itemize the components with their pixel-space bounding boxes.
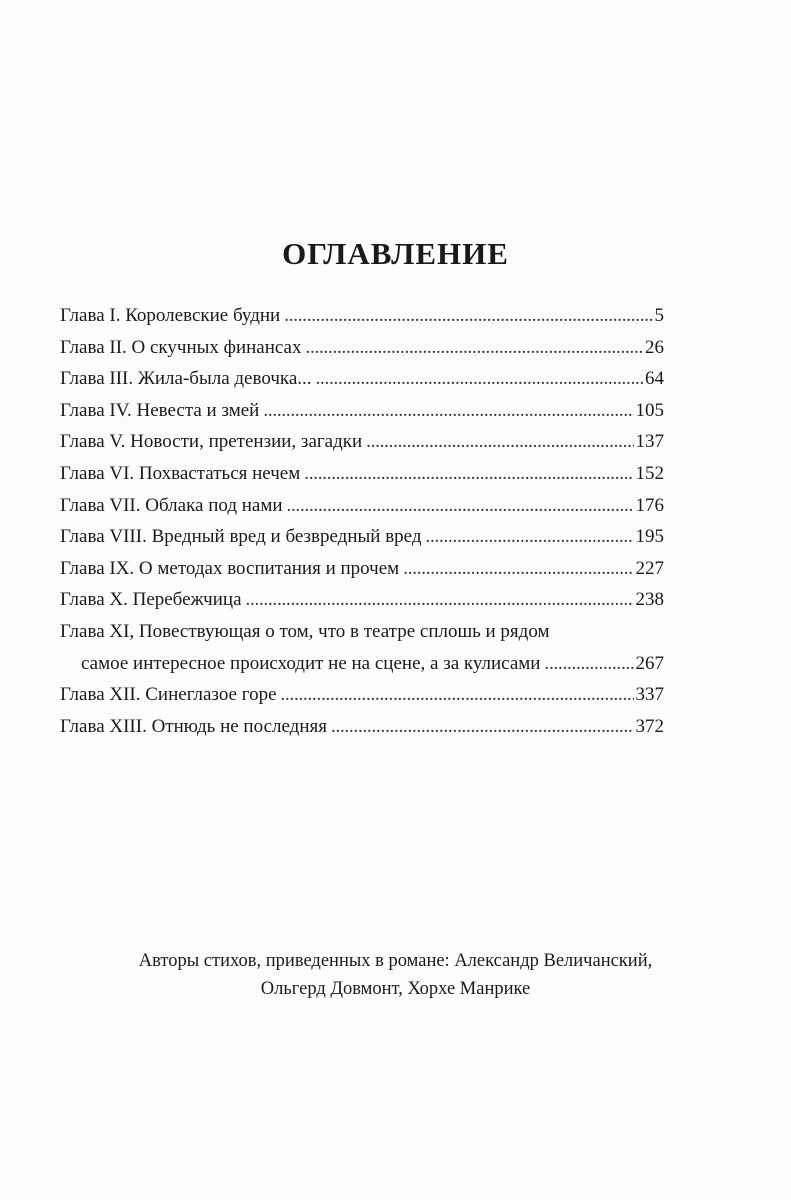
toc-leader-dots <box>263 395 633 427</box>
toc-entry-5 <box>60 426 664 458</box>
toc-entry-title: Глава XI, Повествующая о том, что в театре сплошь и рядом <box>60 620 550 642</box>
toc-entry-title: Глава I. Королевские будни <box>60 305 281 326</box>
toc-leader-dots <box>366 426 633 458</box>
toc-entry-9 <box>60 553 664 585</box>
toc-page-number: 5 <box>654 305 664 326</box>
toc-page-number: 238 <box>635 589 664 611</box>
toc-leader-dots <box>305 332 643 364</box>
toc-entry-2 <box>60 332 664 364</box>
toc-entry-title: Глава XIII. Отнюдь не последняя <box>60 715 327 737</box>
toc-page-number: 64 <box>645 368 664 390</box>
toc-page-number: 105 <box>635 399 664 421</box>
toc-entry-title: Глава VIII. Вредный вред и безвредный вред <box>60 526 422 548</box>
toc-entry-title: Глава IV. Невеста и змей <box>60 399 260 421</box>
toc-entry-title: Глава VII. Облака под нами <box>60 494 283 516</box>
toc-entry-13 <box>60 711 664 743</box>
toc-entry-1 <box>60 300 664 332</box>
toc-leader-dots <box>246 584 634 616</box>
toc-entry-title: Глава IX. О методах воспитания и прочем <box>60 557 400 579</box>
toc-entry-3 <box>60 363 664 395</box>
poem-authors-line-2: Ольгерд Довмонт, Хорхе Манрике <box>260 979 531 999</box>
toc-entry-11-line-1 <box>60 616 664 648</box>
toc-page-number: 337 <box>635 684 664 706</box>
toc-entry-title-continuation: самое интересное происходит не на сцене, а за кулисами <box>81 652 541 674</box>
toc-leader-dots <box>316 363 643 395</box>
toc-leader-dots <box>304 458 633 490</box>
toc-entry-title: Глава X. Перебежчица <box>60 589 242 611</box>
toc-leader-dots <box>287 490 634 522</box>
table-of-contents <box>60 300 664 742</box>
toc-leader-dots <box>544 648 633 680</box>
toc-entry-11-line-2 <box>60 648 664 680</box>
toc-leader-dots <box>403 553 633 585</box>
toc-entry-7 <box>60 490 664 522</box>
toc-page-number: 372 <box>635 715 664 737</box>
toc-entry-title: Глава III. Жила-была девочка... <box>60 368 312 390</box>
toc-leader-dots <box>284 300 652 332</box>
toc-leader-dots <box>426 521 634 553</box>
toc-page-number: 176 <box>635 494 664 516</box>
toc-page-number: 267 <box>635 652 664 674</box>
toc-page-number: 152 <box>635 462 664 484</box>
toc-leader-dots <box>281 679 634 711</box>
toc-entry-10 <box>60 584 664 616</box>
toc-page-number: 137 <box>635 431 664 453</box>
toc-entry-title: Глава XII. Синеглазое горе <box>60 684 277 706</box>
toc-entry-8 <box>60 521 664 553</box>
toc-leader-dots <box>331 711 634 743</box>
toc-entry-title: Глава II. О скучных финансах <box>60 336 302 358</box>
toc-entry-title: Глава VI. Похвастаться нечем <box>60 462 301 484</box>
poem-authors-note <box>0 947 791 1003</box>
toc-page-number: 195 <box>635 526 664 548</box>
toc-entry-12 <box>60 679 664 711</box>
toc-entry-4 <box>60 395 664 427</box>
toc-entry-6 <box>60 458 664 490</box>
page-title: ОГЛАВЛЕНИЕ <box>282 236 509 271</box>
toc-page-number: 26 <box>645 336 664 358</box>
toc-entry-title: Глава V. Новости, претензии, загадки <box>60 431 363 453</box>
toc-page-number: 227 <box>635 557 664 579</box>
poem-authors-line-1: Авторы стихов, приведенных в романе: Александр Величанский, <box>138 951 653 971</box>
